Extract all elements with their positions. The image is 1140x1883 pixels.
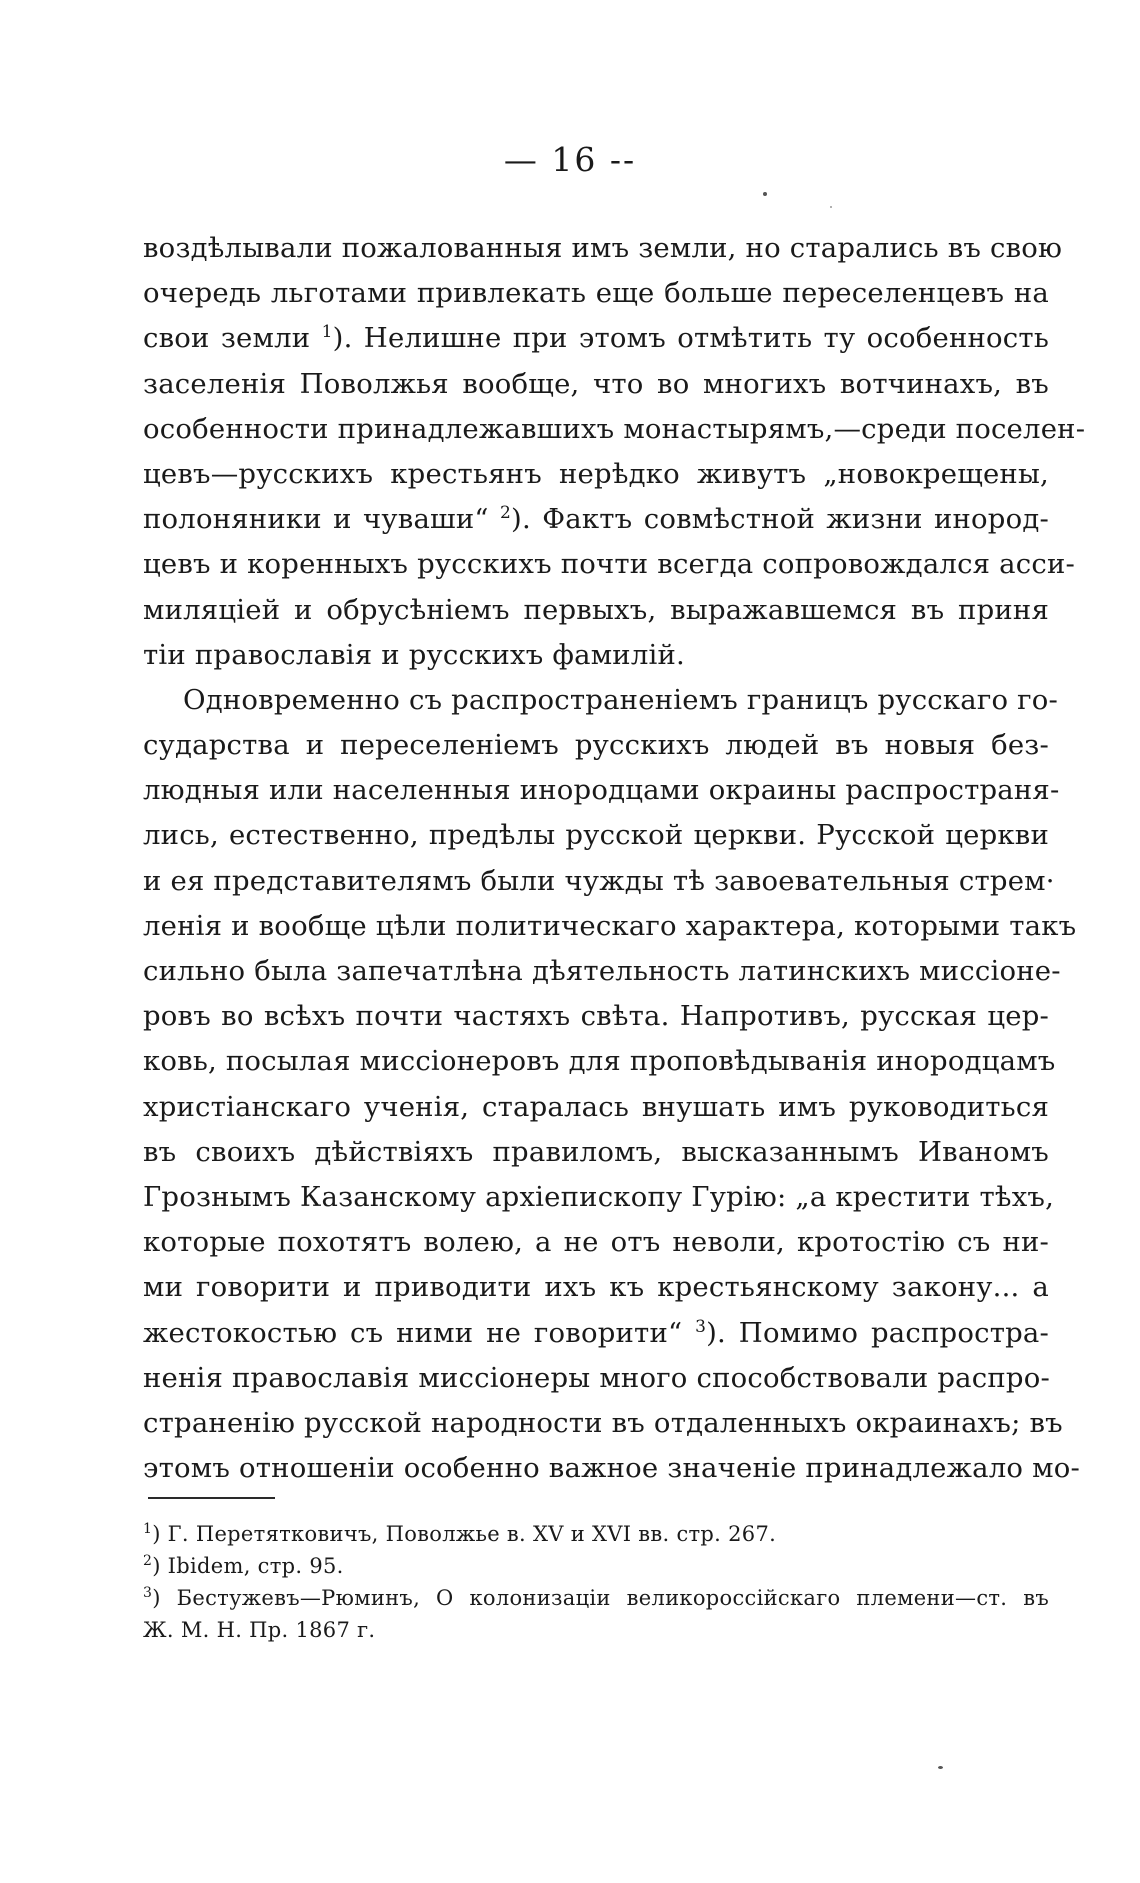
text-line: лись, естественно, предѣлы русской церкви. Русской церкви <box>143 819 1049 852</box>
text-line: миляціей и обрусѣніемъ первыхъ, выражавшемся въ приня <box>143 593 1049 626</box>
text-line: ненія православія миссіонеры много способствовали распро- <box>143 1361 1050 1394</box>
paragraph-2 <box>143 678 1080 1491</box>
footnote-text: ) Г. Перетятковичъ, Поволжье в. XV и XVI вв. стр. 267. <box>152 1522 777 1546</box>
text-line: очередь льготами привлекать еще больше переселенцевъ на <box>143 277 1049 310</box>
text-line: Грознымъ Казанскому архіепископу Гурію: „а крестити тѣхъ, <box>143 1180 1055 1213</box>
footnote-mark: 3 <box>143 1585 153 1601</box>
footnote-text: ) Ibidem, стр. 95. <box>152 1554 344 1578</box>
text-line: людныя или населенныя инородцами окраины распространя- <box>143 774 1060 807</box>
footnote-divider <box>148 1497 275 1499</box>
text-line: христіанскаго ученія, старалась внушать имъ руководиться <box>143 1090 1049 1123</box>
text-line: заселенія Поволжья вообще, что во многихъ вотчинахъ, въ <box>143 367 1049 400</box>
text-line: особенности принадлежавшихъ монастырямъ,—среди поселен- <box>143 412 1086 445</box>
text-line: страненію русской народности въ отдаленныхъ окраинахъ; въ <box>143 1406 1063 1439</box>
text-segment: ). Нелишне при этомъ отмѣтить ту особенность <box>332 322 1049 355</box>
scan-speck <box>830 206 832 208</box>
paragraph-1 <box>143 226 1086 678</box>
footnote-1 <box>143 1518 1049 1550</box>
text-line: и ея представителямъ были чужды тѣ завоевательныя стрем· <box>143 864 1055 897</box>
text-line: цевъ и коренныхъ русскихъ почти всегда сопровождался асси- <box>143 548 1075 581</box>
footnotes <box>143 1518 1049 1646</box>
footnote-mark: 1 <box>143 1521 153 1537</box>
scan-speck <box>938 1766 943 1769</box>
text-line: сударства и переселеніемъ русскихъ людей въ новыя без- <box>143 729 1049 762</box>
footnote-2 <box>143 1550 1049 1582</box>
text-line <box>143 316 1049 361</box>
footnote-3 <box>143 1582 1049 1614</box>
text-line: ковь, посылая миссіонеровъ для проповѣдыванія инородцамъ <box>143 1045 1056 1078</box>
footnote-ref-1[interactable]: 1 <box>321 322 333 343</box>
footnote-text: ) Бестужевъ—Рюминъ, О колонизаціи великороссійскаго племени—ст. въ <box>152 1586 1049 1610</box>
text-line: ленія и вообще цѣли политическаго характера, которыми такъ <box>143 909 1077 942</box>
text-line: цевъ—русскихъ крестьянъ нерѣдко живутъ „новокрещены, <box>143 457 1049 490</box>
text-line: воздѣлывали пожалованныя имъ земли, но старались въ свою <box>143 232 1063 264</box>
text-line: ми говорити и приводити ихъ къ крестьянскому закону... а <box>143 1271 1049 1304</box>
text-line: этомъ отношеніи особенно важное значеніе принадлежало мо- <box>143 1452 1080 1485</box>
footnote-ref-3[interactable]: 3 <box>695 1316 707 1337</box>
text-line: которые похотятъ волею, а не отъ неволи, кротостію съ ни- <box>143 1226 1049 1259</box>
page-number: — 16 -- <box>503 140 637 179</box>
footnote-ref-2[interactable]: 2 <box>499 502 512 523</box>
text-segment: ). Помимо распростра- <box>706 1316 1049 1349</box>
footnote-mark: 2 <box>143 1553 153 1569</box>
text-line: тіи православія и русскихъ фамилій. <box>143 638 685 671</box>
scan-speck <box>763 192 767 196</box>
text-segment: жестокостью съ ними не говорити“ <box>143 1316 696 1349</box>
text-line <box>143 497 1049 542</box>
body-text <box>143 226 1086 1491</box>
text-line: Одновременно съ распространеніемъ границъ русскаго го- <box>183 683 1059 716</box>
footnote-3-continuation <box>143 1614 1049 1646</box>
text-line: сильно была запечатлѣна дѣятельность латинскихъ миссіоне- <box>143 955 1061 987</box>
text-line: ровъ во всѣхъ почти частяхъ свѣта. Напротивъ, русская цер- <box>143 1000 1049 1033</box>
footnote-text: Ж. М. Н. Пр. 1867 г. <box>143 1618 376 1642</box>
text-segment: свои земли <box>143 322 322 355</box>
text-segment: ). Фактъ совмѣстной жизни инород- <box>511 503 1049 536</box>
text-segment: полоняники и чуваши“ <box>143 503 500 536</box>
text-line <box>143 1311 1049 1356</box>
text-line: въ своихъ дѣйствіяхъ правиломъ, высказаннымъ Иваномъ <box>143 1135 1049 1168</box>
